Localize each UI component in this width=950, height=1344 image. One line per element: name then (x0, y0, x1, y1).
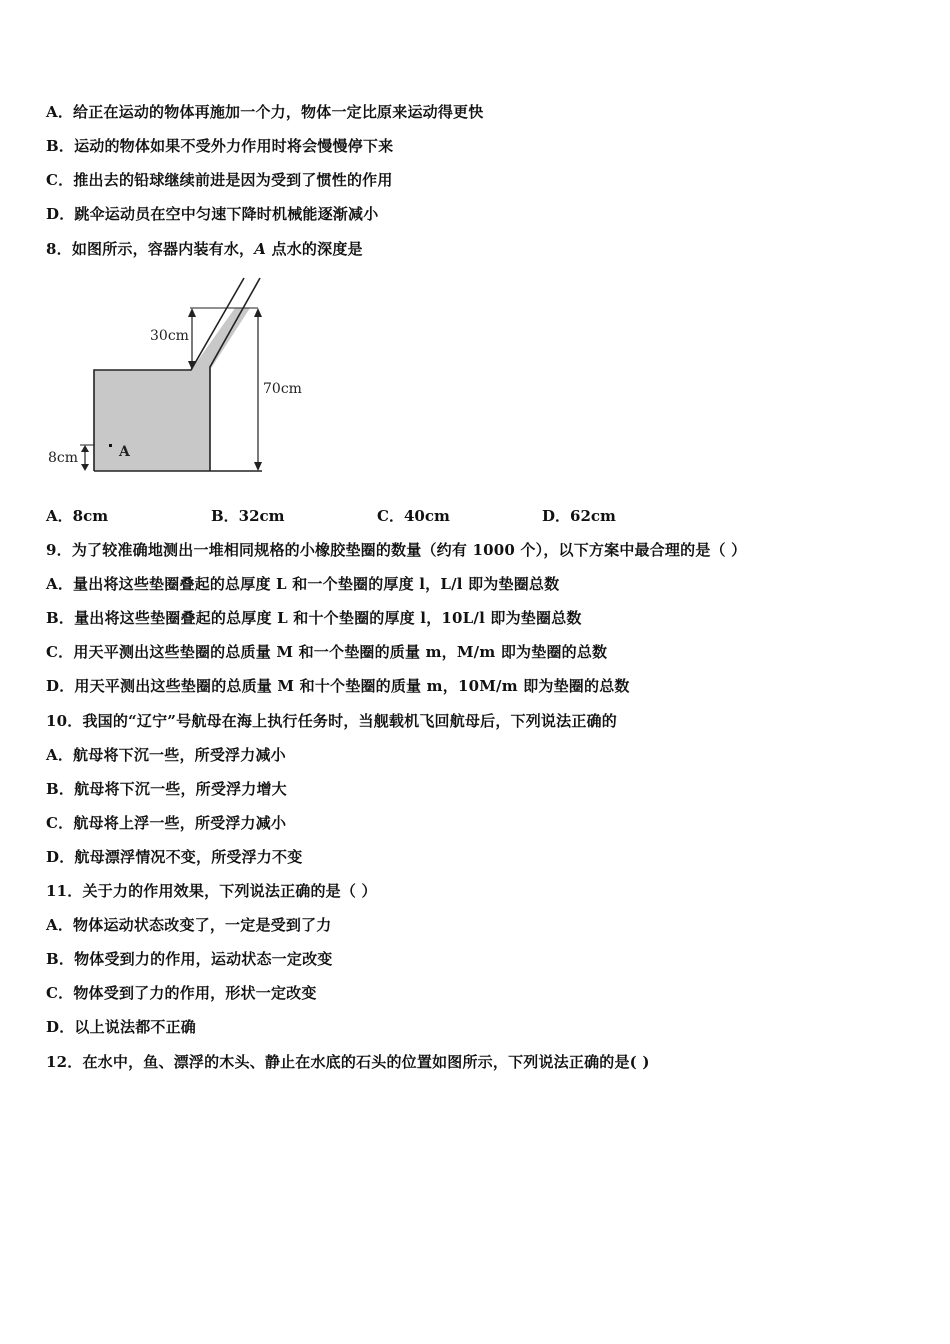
dimension-8-arrow-up (81, 445, 89, 452)
q8-stem-point-label: A (254, 240, 267, 258)
q9-option-d: D．用天平测出这些垫圈的总质量 M 和十个垫圈的质量 m，10M/m 即为垫圈的总数 (46, 677, 630, 695)
q7-option-a: A．给正在运动的物体再施加一个力，物体一定比原来运动得更快 (46, 103, 484, 121)
q12-stem: 12．在水中，鱼、漂浮的木头、静止在水底的石头的位置如图所示，下列说法正确的是( ) (46, 1053, 650, 1071)
q8-option-d: D．62cm (542, 507, 616, 525)
q11-option-c: C．物体受到了力的作用，形状一定改变 (46, 984, 317, 1002)
q9-option-a: A．量出将这些垫圈叠起的总厚度 L 和一个垫圈的厚度 l，L/l 即为垫圈总数 (46, 575, 560, 593)
q8-stem (46, 239, 363, 259)
q8-option-b: B．32cm (211, 507, 285, 525)
q10-stem: 10．我国的“辽宁”号航母在海上执行任务时，当舰载机飞回航母后，下列说法正确的 (46, 712, 617, 730)
q9-option-b: B．量出将这些垫圈叠起的总厚度 L 和十个垫圈的厚度 l，10L/l 即为垫圈总数 (46, 609, 582, 627)
q11-option-b: B．物体受到力的作用，运动状态一定改变 (46, 950, 333, 968)
q11-stem: 11．关于力的作用效果，下列说法正确的是（ ） (46, 882, 377, 900)
q8-option-c: C．40cm (377, 507, 450, 525)
label-30cm: 30cm (150, 328, 189, 344)
label-point-a: A (119, 444, 130, 460)
q8-stem-suffix: 点水的深度是 (266, 240, 363, 258)
container-right-wall (210, 278, 260, 471)
dimension-30-arrow-up (188, 308, 196, 317)
dimension-70-arrow-up (254, 308, 262, 317)
q10-option-b: B．航母将下沉一些，所受浮力增大 (46, 780, 287, 798)
q8-container-figure (40, 270, 320, 485)
q10-option-a: A．航母将下沉一些，所受浮力减小 (46, 746, 286, 764)
q8-stem-prefix: 8．如图所示，容器内装有水， (46, 240, 255, 258)
label-70cm: 70cm (263, 381, 302, 397)
label-8cm: 8cm (48, 450, 79, 466)
q10-option-d: D．航母漂浮情况不变，所受浮力不变 (46, 848, 303, 866)
q9-stem: 9．为了较准确地测出一堆相同规格的小橡胶垫圈的数量（约有 1000 个），以下方案中最合理的是（ ） (46, 541, 747, 559)
q11-option-d: D．以上说法都不正确 (46, 1018, 197, 1036)
q7-option-c: C．推出去的铅球继续前进是因为受到了惯性的作用 (46, 171, 393, 189)
dimension-8-arrow-down (81, 464, 89, 471)
q7-option-d: D．跳伞运动员在空中匀速下降时机械能逐渐减小 (46, 205, 379, 223)
q8-option-a: A．8cm (46, 507, 109, 525)
point-a-marker (109, 444, 112, 447)
q9-option-c: C．用天平测出这些垫圈的总质量 M 和一个垫圈的质量 m，M/m 即为垫圈的总数 (46, 643, 608, 661)
dimension-70-arrow-down (254, 462, 262, 471)
q7-option-b: B．运动的物体如果不受外力作用时将会慢慢停下来 (46, 137, 394, 155)
q10-option-c: C．航母将上浮一些，所受浮力减小 (46, 814, 287, 832)
q11-option-a: A．物体运动状态改变了，一定是受到了力 (46, 916, 332, 934)
